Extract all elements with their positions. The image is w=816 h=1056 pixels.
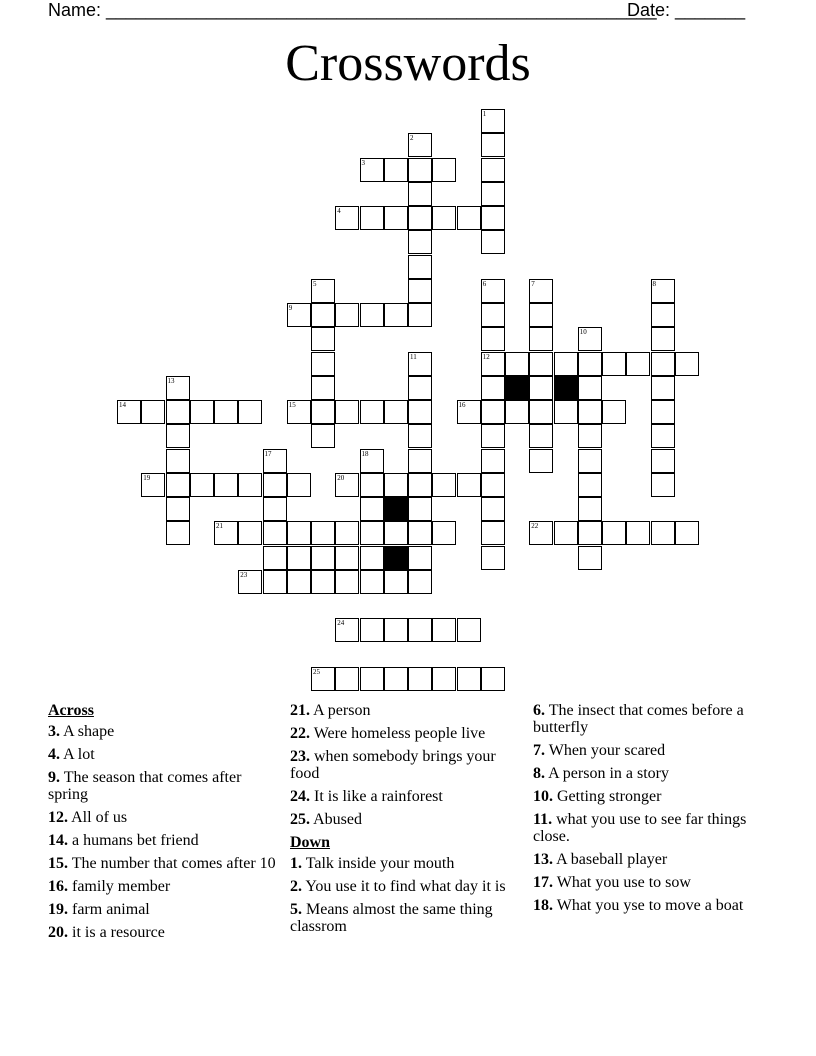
clue-number: 16: [458, 401, 466, 409]
clue-down: 6. The insect that comes before a butterfly: [533, 702, 744, 736]
answer-cell[interactable]: [190, 400, 214, 424]
clue-across: 12. All of us: [48, 809, 128, 826]
answer-cell[interactable]: [360, 400, 384, 424]
date-field[interactable]: Date: _______: [627, 0, 746, 20]
clue-number: 6: [482, 279, 487, 288]
clue-down: 17. What you use to sow: [533, 874, 691, 891]
clue-down: 2. You use it to find what day it is: [290, 878, 506, 895]
clue-number: 20: [337, 473, 345, 482]
answer-cell[interactable]: [481, 376, 505, 400]
answer-cell[interactable]: [335, 303, 359, 327]
answer-cell[interactable]: [384, 618, 408, 642]
answer-cell[interactable]: [578, 327, 602, 351]
clue-number: 23: [240, 570, 248, 579]
answer-cell[interactable]: [651, 327, 675, 351]
answer-cell[interactable]: [238, 521, 262, 545]
answer-cell[interactable]: [626, 352, 650, 376]
answer-cell[interactable]: [238, 570, 262, 594]
clue-across: 19. farm animal: [48, 901, 150, 918]
answer-cell[interactable]: [408, 497, 432, 521]
clue-across: 14. a humans bet friend: [48, 832, 199, 849]
answer-cell[interactable]: [263, 521, 287, 545]
clue-across: 15. The number that comes after 10: [48, 855, 276, 872]
answer-cell[interactable]: [481, 133, 505, 157]
answer-cell[interactable]: [408, 376, 432, 400]
clues-column-3: [533, 702, 765, 920]
answer-cell[interactable]: [481, 400, 505, 424]
answer-cell[interactable]: [311, 327, 335, 351]
answer-cell[interactable]: [408, 546, 432, 570]
black-square: [384, 546, 408, 570]
answer-cell[interactable]: [166, 521, 190, 545]
black-square: [505, 376, 529, 400]
clue-number: 1: [482, 110, 487, 118]
answer-cell[interactable]: [408, 352, 432, 376]
clue-number: 2: [410, 134, 414, 143]
answer-cell[interactable]: [529, 449, 553, 473]
black-square: [554, 376, 578, 400]
answer-cell[interactable]: [360, 570, 384, 594]
answer-cell[interactable]: [166, 424, 190, 448]
answer-cell[interactable]: [578, 521, 602, 545]
answer-cell[interactable]: [360, 206, 384, 230]
answer-cell[interactable]: [287, 570, 311, 594]
answer-cell[interactable]: [432, 206, 456, 230]
clue-down: 13. A baseball player: [533, 851, 668, 868]
answer-cell[interactable]: [384, 400, 408, 424]
answer-cell[interactable]: [384, 158, 408, 182]
clue-across: 20. it is a resource: [48, 924, 165, 941]
clue-down: 8. A person in a story: [533, 765, 669, 782]
answer-cell[interactable]: [408, 158, 432, 182]
answer-cell[interactable]: [214, 473, 238, 497]
answer-cell[interactable]: [360, 449, 384, 473]
answer-cell[interactable]: [675, 521, 699, 545]
answer-cell[interactable]: [408, 618, 432, 642]
clue-number: 3: [361, 158, 365, 167]
clue-number: 9: [288, 304, 293, 312]
clue-down: 11. what you use to see far things close.: [533, 811, 747, 845]
answer-cell[interactable]: [481, 449, 505, 473]
answer-cell[interactable]: [481, 352, 505, 376]
answer-cell[interactable]: [481, 546, 505, 570]
answer-cell[interactable]: [311, 352, 335, 376]
answer-cell[interactable]: [311, 667, 335, 691]
answer-cell[interactable]: [360, 158, 384, 182]
answer-cell[interactable]: [384, 473, 408, 497]
answer-cell[interactable]: [287, 521, 311, 545]
answer-cell[interactable]: [408, 182, 432, 206]
answer-cell[interactable]: [602, 352, 626, 376]
answer-cell[interactable]: [360, 303, 384, 327]
answer-cell[interactable]: [481, 303, 505, 327]
answer-cell[interactable]: [651, 400, 675, 424]
answer-cell[interactable]: [335, 546, 359, 570]
answer-cell[interactable]: [263, 497, 287, 521]
answer-cell[interactable]: [578, 400, 602, 424]
answer-cell[interactable]: [481, 206, 505, 230]
answer-cell[interactable]: [360, 618, 384, 642]
answer-cell[interactable]: [457, 206, 481, 230]
page-title: Crosswords: [285, 35, 531, 92]
answer-cell[interactable]: [481, 158, 505, 182]
answer-cell[interactable]: [238, 473, 262, 497]
answer-cell[interactable]: [675, 352, 699, 376]
answer-cell[interactable]: [214, 400, 238, 424]
answer-cell[interactable]: [166, 449, 190, 473]
answer-cell[interactable]: [481, 497, 505, 521]
answer-cell[interactable]: [432, 158, 456, 182]
clue-number: 25: [313, 667, 320, 676]
answer-cell[interactable]: [190, 473, 214, 497]
answer-cell[interactable]: [408, 449, 432, 473]
answer-cell[interactable]: [481, 230, 505, 254]
answer-cell[interactable]: [360, 497, 384, 521]
clue-number: 7: [531, 279, 535, 288]
answer-cell[interactable]: [554, 400, 578, 424]
answer-cell[interactable]: [263, 570, 287, 594]
name-field[interactable]: Name: _______________________________________________________: [48, 0, 657, 20]
answer-cell[interactable]: [335, 473, 359, 497]
answer-cell[interactable]: [408, 521, 432, 545]
clue-number: 19: [143, 473, 151, 482]
clue-down: 5. Means almost the same thing classrom: [290, 901, 493, 935]
answer-cell[interactable]: [602, 521, 626, 545]
clues-column-2: [290, 702, 522, 941]
clue-number: 21: [216, 522, 223, 531]
answer-cell[interactable]: [141, 400, 165, 424]
answer-cell[interactable]: [481, 109, 505, 133]
answer-cell[interactable]: [408, 400, 432, 424]
answer-cell[interactable]: [166, 376, 190, 400]
answer-cell[interactable]: [384, 521, 408, 545]
answer-cell[interactable]: [166, 497, 190, 521]
answer-cell[interactable]: [529, 327, 553, 351]
answer-cell[interactable]: [263, 473, 287, 497]
answer-cell[interactable]: [287, 400, 311, 424]
answer-cell[interactable]: [384, 570, 408, 594]
answer-cell[interactable]: [311, 400, 335, 424]
down-heading: Down: [290, 834, 331, 851]
answer-cell[interactable]: [335, 400, 359, 424]
clue-number: 24: [337, 619, 345, 628]
clue-across: 25. Abused: [290, 811, 363, 828]
answer-cell[interactable]: [481, 473, 505, 497]
answer-cell[interactable]: [166, 473, 190, 497]
answer-cell[interactable]: [384, 667, 408, 691]
answer-cell[interactable]: [311, 546, 335, 570]
clue-down: 1. Talk inside your mouth: [290, 855, 455, 872]
clue-down: 18. What you yse to move a boat: [533, 897, 744, 914]
clue-number: 11: [410, 352, 417, 361]
clue-across: 3. A shape: [48, 723, 115, 740]
answer-cell[interactable]: [481, 327, 505, 351]
clue-across: 23. when somebody brings your food: [290, 748, 496, 782]
answer-cell[interactable]: [384, 303, 408, 327]
answer-cell[interactable]: [408, 667, 432, 691]
answer-cell[interactable]: [408, 424, 432, 448]
answer-cell[interactable]: [529, 376, 553, 400]
answer-cell[interactable]: [408, 230, 432, 254]
answer-cell[interactable]: [481, 424, 505, 448]
answer-cell[interactable]: [287, 546, 311, 570]
answer-cell[interactable]: [529, 400, 553, 424]
answer-cell[interactable]: [432, 618, 456, 642]
across-heading: Across: [48, 702, 94, 719]
answer-cell[interactable]: [432, 667, 456, 691]
answer-cell[interactable]: [578, 376, 602, 400]
clues-column-1: [48, 702, 280, 947]
clue-number: 10: [579, 328, 587, 337]
clue-down: 10. Getting stronger: [533, 788, 662, 805]
answer-cell[interactable]: [432, 521, 456, 545]
answer-cell[interactable]: [651, 303, 675, 327]
answer-cell[interactable]: [626, 521, 650, 545]
answer-cell[interactable]: [578, 473, 602, 497]
answer-cell[interactable]: [335, 206, 359, 230]
clue-number: 22: [531, 522, 539, 531]
answer-cell[interactable]: [287, 303, 311, 327]
answer-cell[interactable]: [408, 303, 432, 327]
answer-cell[interactable]: [335, 667, 359, 691]
answer-cell[interactable]: [166, 400, 190, 424]
answer-cell[interactable]: [408, 570, 432, 594]
clue-number: 17: [264, 449, 272, 458]
answer-cell[interactable]: [651, 279, 675, 303]
answer-cell[interactable]: [481, 667, 505, 691]
answer-cell[interactable]: [287, 473, 311, 497]
answer-cell[interactable]: [408, 206, 432, 230]
answer-cell[interactable]: [554, 352, 578, 376]
answer-cell[interactable]: [408, 279, 432, 303]
answer-cell[interactable]: [408, 473, 432, 497]
answer-cell[interactable]: [335, 618, 359, 642]
answer-cell[interactable]: [578, 424, 602, 448]
clue-across: 21. A person: [290, 702, 371, 719]
answer-cell[interactable]: [651, 473, 675, 497]
answer-cell[interactable]: [360, 546, 384, 570]
answer-cell[interactable]: [651, 376, 675, 400]
answer-cell[interactable]: [651, 521, 675, 545]
answer-cell[interactable]: [554, 521, 578, 545]
answer-cell[interactable]: [481, 182, 505, 206]
answer-cell[interactable]: [263, 449, 287, 473]
answer-cell[interactable]: [578, 352, 602, 376]
clue-number: 15: [288, 401, 296, 409]
answer-cell[interactable]: [505, 400, 529, 424]
answer-cell[interactable]: [529, 521, 553, 545]
clue-across: 9. The season that comes after spring: [48, 769, 242, 803]
answer-cell[interactable]: [263, 546, 287, 570]
answer-cell[interactable]: [457, 667, 481, 691]
answer-cell[interactable]: [360, 473, 384, 497]
clue-number: 4: [337, 207, 341, 215]
answer-cell[interactable]: [481, 521, 505, 545]
answer-cell[interactable]: [602, 400, 626, 424]
answer-cell[interactable]: [481, 279, 505, 303]
answer-cell[interactable]: [238, 400, 262, 424]
answer-cell[interactable]: [384, 206, 408, 230]
clue-number: 5: [313, 279, 317, 288]
answer-cell[interactable]: [311, 521, 335, 545]
answer-cell[interactable]: [529, 424, 553, 448]
clue-number: 8: [652, 279, 656, 288]
answer-cell[interactable]: [578, 546, 602, 570]
answer-cell[interactable]: [529, 303, 553, 327]
answer-cell[interactable]: [408, 133, 432, 157]
answer-cell[interactable]: [311, 303, 335, 327]
clue-number: 18: [361, 449, 369, 458]
answer-cell[interactable]: [432, 473, 456, 497]
clue-across: 16. family member: [48, 878, 171, 895]
answer-cell[interactable]: [141, 473, 165, 497]
clue-number: 12: [482, 352, 490, 361]
answer-cell[interactable]: [214, 521, 238, 545]
answer-cell[interactable]: [651, 352, 675, 376]
answer-cell[interactable]: [457, 473, 481, 497]
answer-cell[interactable]: [651, 424, 675, 448]
answer-cell[interactable]: [335, 521, 359, 545]
answer-cell[interactable]: [311, 279, 335, 303]
clue-across: 4. A lot: [48, 746, 95, 763]
answer-cell[interactable]: [578, 449, 602, 473]
black-square: [384, 497, 408, 521]
answer-cell[interactable]: [505, 352, 529, 376]
answer-cell[interactable]: [335, 570, 359, 594]
answer-cell[interactable]: [457, 618, 481, 642]
answer-cell[interactable]: [408, 255, 432, 279]
answer-cell[interactable]: [360, 521, 384, 545]
answer-cell[interactable]: [117, 400, 141, 424]
answer-cell[interactable]: [457, 400, 481, 424]
clue-number: 13: [167, 376, 175, 385]
clue-across: 24. It is like a rainforest: [290, 788, 443, 805]
answer-cell[interactable]: [360, 667, 384, 691]
answer-cell[interactable]: [529, 352, 553, 376]
answer-cell[interactable]: [529, 279, 553, 303]
answer-cell[interactable]: [651, 449, 675, 473]
answer-cell[interactable]: [311, 570, 335, 594]
clue-number: 14: [119, 401, 126, 409]
clue-down: 7. When your scared: [533, 742, 666, 759]
answer-cell[interactable]: [311, 376, 335, 400]
answer-cell[interactable]: [311, 424, 335, 448]
clue-across: 22. Were homeless people live: [290, 725, 486, 742]
answer-cell[interactable]: [578, 497, 602, 521]
